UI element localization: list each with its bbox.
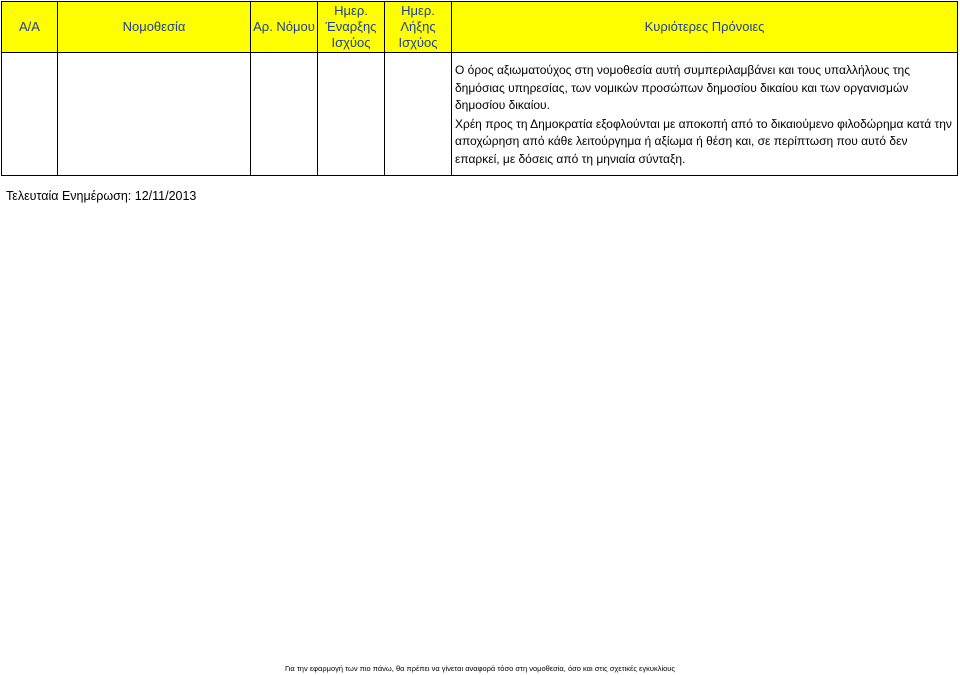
- footer-note: Για την εφαρμογή των πιο πάνω, θα πρέπει να γίνεται αναφορά τόσο στη νομοθεσία, όσο και στις σχετικές εγκυκλίους: [284, 664, 676, 673]
- header-law-number: Αρ. Νόμου: [251, 2, 318, 53]
- legislation-table: [1, 1, 958, 176]
- header-end-date: Ημερ. Λήξης Ισχύος: [385, 2, 452, 53]
- header-provisions: Κυριότερες Πρόνοιες: [452, 2, 958, 53]
- header-aa: Α/Α: [2, 2, 58, 53]
- table-row: [2, 53, 958, 176]
- table-header-row: [2, 2, 958, 53]
- last-update-label: Τελευταία Ενημέρωση: 12/11/2013: [6, 189, 197, 203]
- cell-provisions: [452, 53, 958, 176]
- header-legislation: Νομοθεσία: [58, 2, 251, 53]
- cell-end-date: [385, 53, 452, 176]
- header-start-date: Ημερ. Έναρξης Ισχύος: [318, 2, 385, 53]
- cell-legislation: [58, 53, 251, 176]
- cell-start-date: [318, 53, 385, 176]
- provision-paragraph: Χρέη προς τη Δημοκρατία εξοφλούνται με αποκοπή από το δικαιούμενο φιλοδώρημα κατά την αποχώρηση από κάθε λειτούργημα ή αξίωμα ή θέση και, σε περίπτωση που αυτό δεν επαρκεί, με δόσεις από τη μηνιαία σύνταξη.: [455, 116, 952, 166]
- cell-aa: [2, 53, 58, 176]
- cell-law-number: [251, 53, 318, 176]
- provision-paragraph: Ο όρος αξιωματούχος στη νομοθεσία αυτή συμπεριλαμβάνει και τους υπαλλήλους της δημόσιας υπηρεσίας, των νομικών προσώπων δημοσίου δικαίου και των οργανισμών δημοσίου δικαίου.: [455, 63, 910, 112]
